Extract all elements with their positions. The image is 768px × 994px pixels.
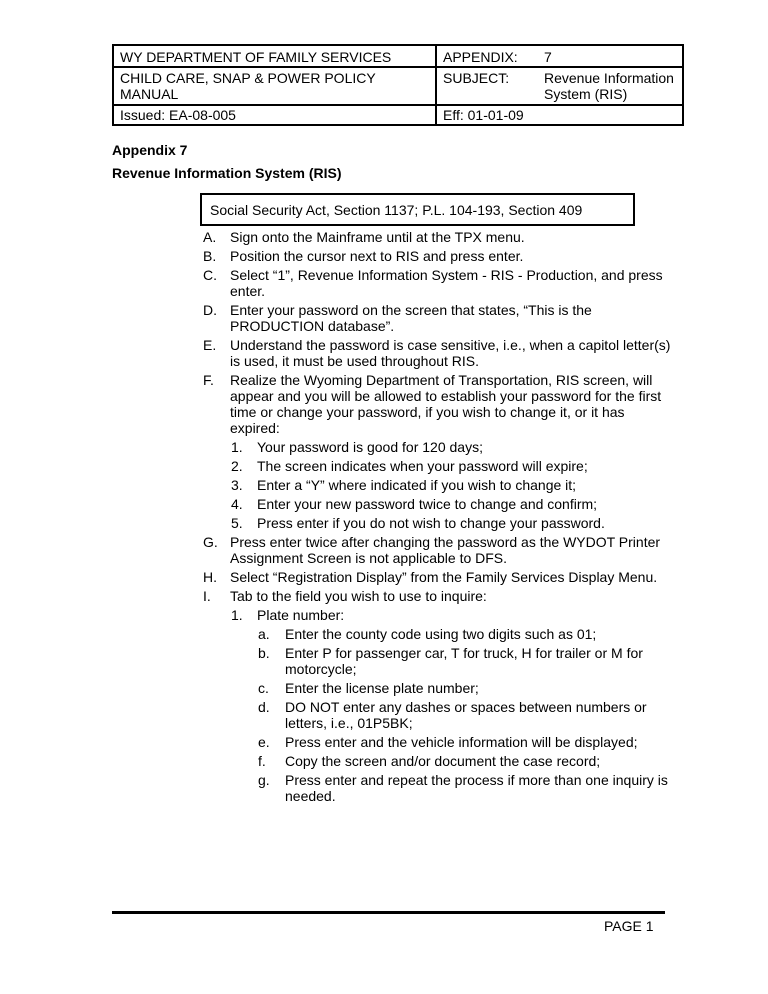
list-item: [203, 302, 673, 334]
list-text: Realize the Wyoming Department of Transportation, RIS screen, will appear and you will be allowed to establish your password for the first time or change your password, if you wish to change it, or it has expired:: [230, 372, 662, 436]
list-text: Enter the license plate number;: [285, 680, 479, 696]
list-marker: 1.: [231, 607, 243, 623]
list-marker: D.: [203, 302, 217, 318]
list-item: [203, 248, 673, 264]
list-marker: F.: [203, 372, 214, 388]
list-text: Press enter and repeat the process if more than one inquiry is needed.: [285, 772, 668, 804]
list-text: Press enter if you do not wish to change your password.: [257, 515, 605, 531]
list-marker: G.: [203, 534, 218, 550]
header-divider: [435, 46, 437, 124]
appendix-heading: Appendix 7: [112, 142, 188, 158]
list-item: [203, 477, 673, 493]
list-item: [203, 699, 673, 731]
subject-label: SUBJECT:: [443, 70, 510, 86]
list-text: Copy the screen and/or document the case record;: [285, 753, 601, 769]
list-item: [203, 496, 673, 512]
list-text: DO NOT enter any dashes or spaces between numbers or letters, i.e., 01P5BK;: [285, 699, 647, 731]
appendix-value: 7: [544, 49, 552, 65]
list-marker: 5.: [231, 515, 243, 531]
list-text: Select “1”, Revenue Information System - RIS - Production, and press enter.: [230, 267, 663, 299]
list-marker: C.: [203, 267, 217, 283]
list-text: Press enter twice after changing the password as the WYDOT Printer Assignment Screen is not applicable to DFS.: [230, 534, 661, 566]
list-marker: H.: [203, 569, 217, 585]
list-item: [203, 458, 673, 474]
list-text: Sign onto the Mainframe until at the TPX menu.: [230, 229, 525, 245]
list-marker: 3.: [231, 477, 243, 493]
list-marker: a.: [258, 626, 270, 642]
list-marker: 4.: [231, 496, 243, 512]
footer-rule: [112, 911, 665, 914]
header-divider: [114, 66, 682, 68]
list-item: [203, 372, 673, 436]
list-text: Press enter and the vehicle information will be displayed;: [285, 734, 638, 750]
list-item: [203, 337, 673, 369]
list-marker: A.: [203, 229, 217, 245]
list-text: Enter the county code using two digits such as 01;: [285, 626, 597, 642]
list-marker: I.: [203, 588, 211, 604]
issued-number: Issued: EA-08-005: [120, 107, 236, 123]
list-item: [203, 267, 673, 299]
list-item: [203, 569, 673, 585]
department-name: WY DEPARTMENT OF FAMILY SERVICES: [120, 49, 392, 65]
list-marker: d.: [258, 699, 270, 715]
list-item: [203, 439, 673, 455]
list-item: [203, 626, 673, 642]
list-item: [203, 515, 673, 531]
header-divider: [114, 104, 682, 106]
list-item: [203, 680, 673, 696]
list-text: Enter your new password twice to change and confirm;: [257, 496, 598, 512]
list-text: Enter P for passenger car, T for truck, H for trailer or M for motorcycle;: [285, 645, 643, 677]
list-item: [203, 772, 673, 804]
list-text: Your password is good for 120 days;: [257, 439, 483, 455]
list-text: The screen indicates when your password will expire;: [257, 458, 588, 474]
page-number: PAGE 1: [604, 918, 654, 934]
list-text: Plate number:: [257, 607, 345, 623]
list-marker: f.: [258, 753, 266, 769]
effective-date: Eff: 01-01-09: [443, 107, 524, 123]
list-marker: e.: [258, 734, 270, 750]
list-text: Select “Registration Display” from the Family Services Display Menu.: [230, 569, 658, 585]
list-marker: c.: [258, 680, 269, 696]
list-marker: 1.: [231, 439, 243, 455]
list-item: [203, 734, 673, 750]
list-text: Enter your password on the screen that states, “This is the PRODUCTION database”.: [230, 302, 592, 334]
list-item: [203, 534, 673, 566]
list-marker: E.: [203, 337, 217, 353]
appendix-label: APPENDIX:: [443, 49, 518, 65]
list-text: Enter a “Y” where indicated if you wish to change it;: [257, 477, 577, 493]
document-header: [112, 44, 684, 126]
list-item: [203, 753, 673, 769]
list-marker: B.: [203, 248, 217, 264]
procedure-list: [203, 229, 673, 807]
list-marker: 2.: [231, 458, 243, 474]
section-title: Revenue Information System (RIS): [112, 165, 342, 181]
list-item: [203, 229, 673, 245]
subject-value: Revenue Information System (RIS): [544, 70, 674, 102]
list-item: [203, 607, 673, 623]
legal-citation: Social Security Act, Section 1137; P.L. 104-193, Section 409: [200, 193, 635, 226]
manual-name: CHILD CARE, SNAP & POWER POLICY MANUAL: [120, 70, 376, 102]
list-item: [203, 588, 673, 604]
list-text: Tab to the field you wish to use to inquire:: [230, 588, 487, 604]
list-marker: b.: [258, 645, 270, 661]
list-text: Position the cursor next to RIS and press enter.: [230, 248, 524, 264]
list-marker: g.: [258, 772, 270, 788]
list-text: Understand the password is case sensitive, i.e., when a capitol letter(s) is used, it must be used throughout RIS.: [230, 337, 671, 369]
list-item: [203, 645, 673, 677]
